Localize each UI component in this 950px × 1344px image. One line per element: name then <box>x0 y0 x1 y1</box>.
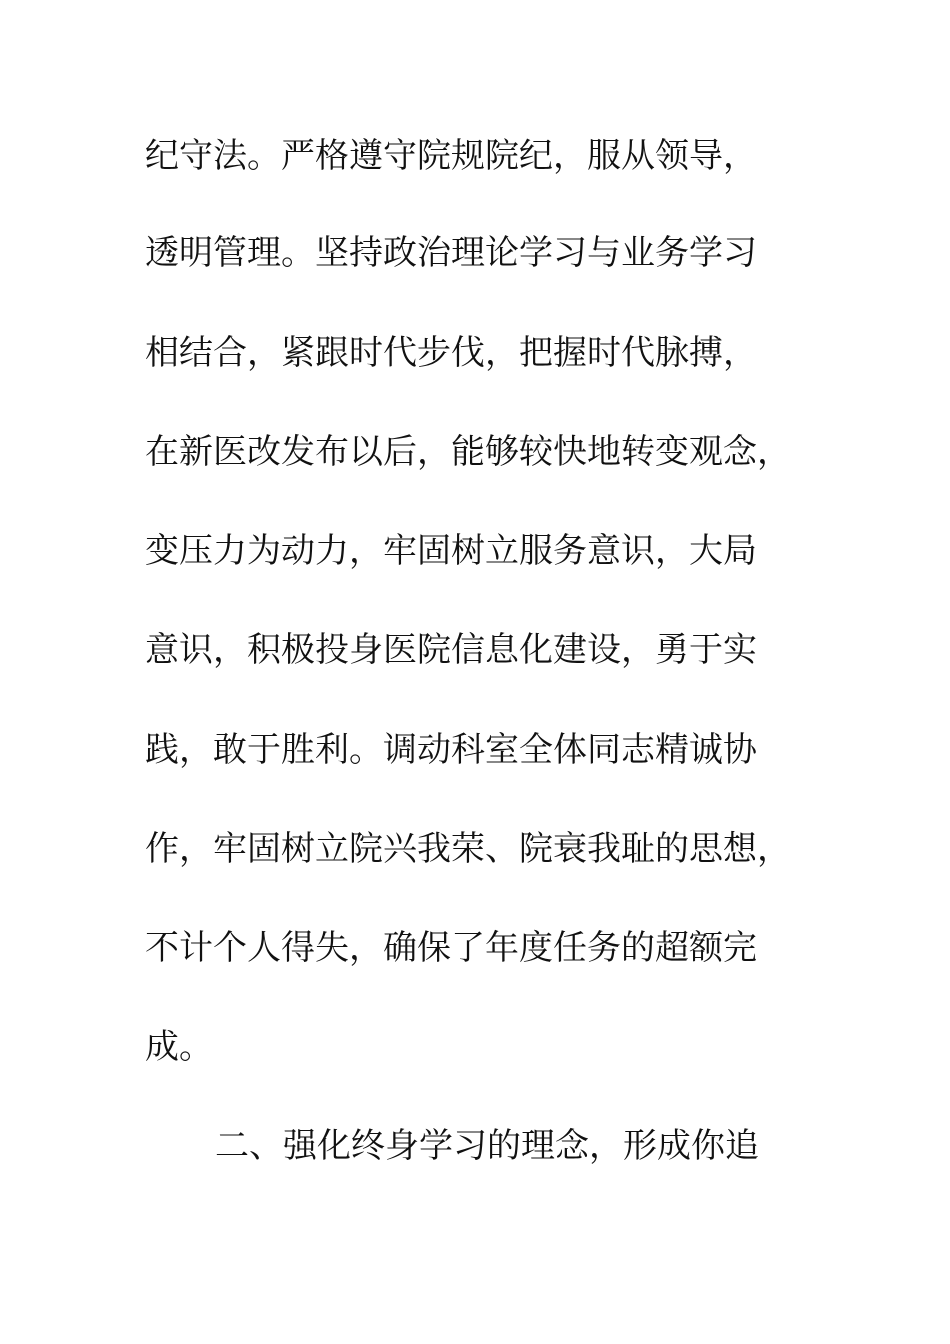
paragraph-line: 作，牢固树立院兴我荣、院衰我耻的思想， <box>145 829 791 869</box>
paragraph-line: 成。 <box>145 1027 213 1067</box>
paragraph-line: 不计个人得失，确保了年度任务的超额完 <box>145 928 757 968</box>
paragraph-line: 变压力为动力，牢固树立服务意识，大局 <box>145 531 757 571</box>
paragraph-line: 在新医改发布以后，能够较快地转变观念， <box>145 432 791 472</box>
paragraph-line: 相结合，紧跟时代步伐，把握时代脉搏， <box>145 333 757 373</box>
paragraph-line: 践，敢于胜利。调动科室全体同志精诚协 <box>145 730 757 770</box>
paragraph-line: 意识，积极投身医院信息化建设，勇于实 <box>145 630 757 670</box>
section-heading-line: 二、强化终身学习的理念，形成你追 <box>215 1126 759 1166</box>
paragraph-line: 纪守法。严格遵守院规院纪，服从领导， <box>145 136 757 176</box>
paragraph-line: 透明管理。坚持政治理论学习与业务学习 <box>145 233 757 273</box>
